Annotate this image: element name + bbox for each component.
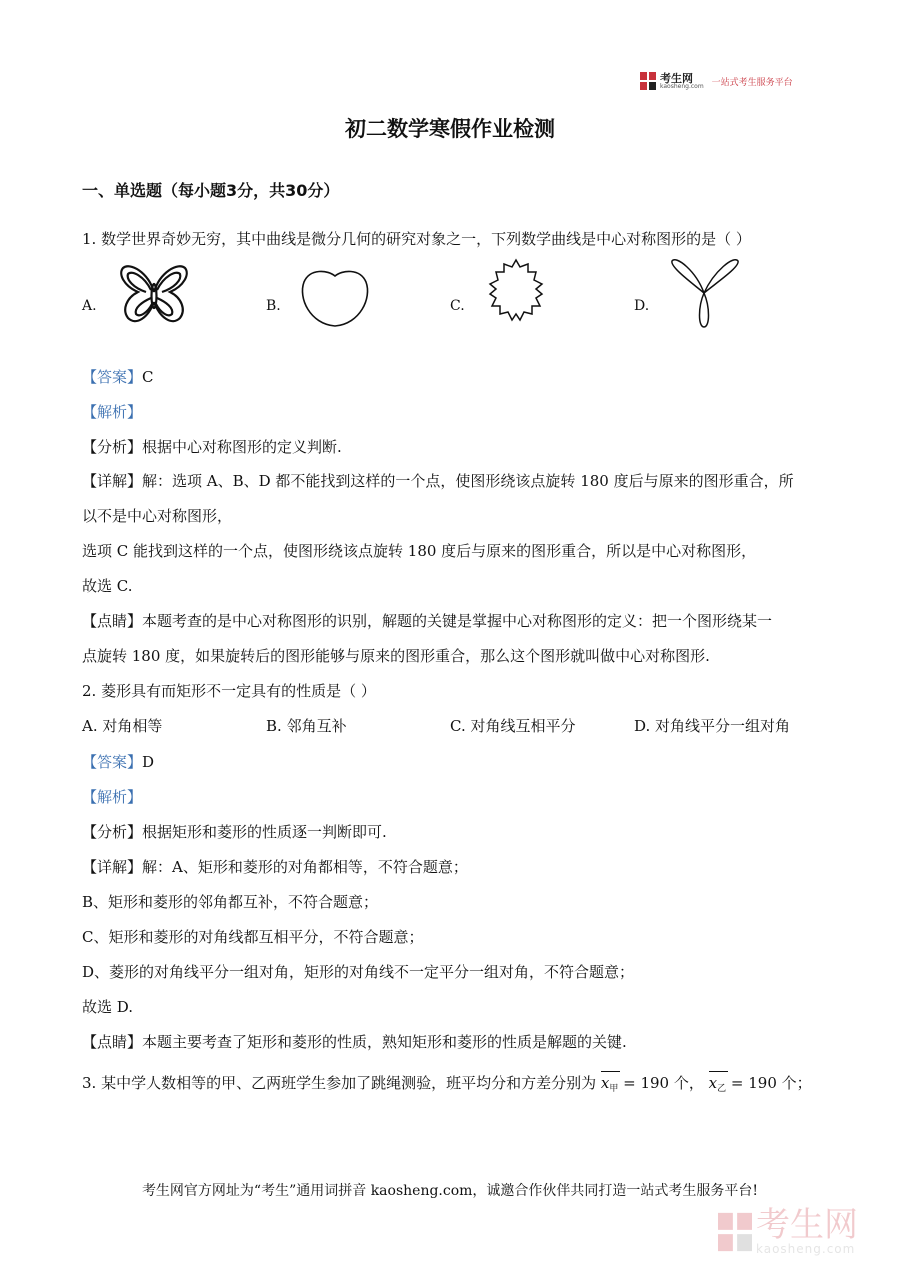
q2-option-c-label: C.	[450, 717, 466, 735]
q1-answer-value: C	[142, 368, 154, 386]
q2-option-b-text: 邻角互补	[286, 717, 347, 735]
q1-option-c-label: C.	[450, 298, 465, 314]
q2-answer-value: D	[142, 753, 155, 771]
q2-fenxi: 【分析】根据矩形和菱形的性质逐一判断即可.	[82, 823, 387, 841]
kaosheng-logo-icon	[640, 72, 656, 90]
q1-option-d-label: D.	[634, 298, 650, 314]
q1-detail-4: 故选 C.	[82, 577, 133, 595]
snowflake-figure	[484, 258, 548, 328]
watermark-url: kaosheng.com	[756, 1242, 856, 1256]
footer-text: 考生网官方网址为“考生”通用词拼音 kaosheng.com，诚邀合作伙伴共同打造一站式考生服务平台!	[141, 1183, 759, 1199]
q3-mean-yi: $x_乙$	[708, 1074, 727, 1094]
q1-detail-1: 【详解】解：选项 A、B、D 都不能找到这样的一个点，使图形绕该点旋转 180 度后与原来的图形重合，所	[82, 472, 794, 490]
q3-mean-yi-value: = 190	[726, 1074, 777, 1092]
q2-option-a-text: 对角相等	[102, 717, 163, 735]
q3-stem-line	[82, 1072, 812, 1094]
q3-unit-2: 个；	[776, 1074, 812, 1092]
q1-comment-2: 点旋转 180 度，如果旋转后的图形能够与原来的图形重合，那么这个图形就叫做中心对称图形.	[82, 647, 710, 665]
section-heading: 一、单选题（每小题3分，共30分）	[82, 181, 340, 200]
q1-analysis-tag: 【解析】	[82, 403, 143, 421]
q3-mean-jia: $x_甲$	[600, 1074, 619, 1094]
q1-stem: 1. 数学世界奇妙无穷，其中曲线是微分几何的研究对象之一，下列数学曲线是中心对称图形的是（ ）	[82, 230, 751, 248]
q2-detail-4: D、菱形的对角线平分一组对角，矩形的对角线不一定平分一组对角，不符合题意；	[82, 963, 635, 981]
q2-option-a-label: A.	[82, 717, 98, 735]
q2-detail-2: B、矩形和菱形的邻角都互补，不符合题意；	[82, 893, 379, 911]
q2-detail-3: C、矩形和菱形的对角线都互相平分，不符合题意；	[82, 928, 424, 946]
logo-slogan: 一站式考生服务平台	[711, 77, 793, 88]
page-title: 初二数学寒假作业检测	[345, 117, 555, 141]
three-leaf-figure	[664, 255, 746, 331]
logo-name: 考生网	[660, 71, 693, 85]
header-logo[interactable]	[640, 72, 793, 90]
q2-answer-tag: 【答案】	[82, 753, 143, 771]
q1-detail-3: 选项 C 能找到这样的一个点，使图形绕该点旋转 180 度后与原来的图形重合，所以是中心对称图形，	[82, 542, 757, 560]
q3-stem: 3. 某中学人数相等的甲、乙两班学生参加了跳绳测验，班平均分和方差分别为	[82, 1074, 597, 1092]
q2-detail-5: 故选 D.	[82, 998, 134, 1016]
q2-option-b-label: B.	[266, 717, 282, 735]
watermark-logo-icon	[718, 1212, 752, 1252]
heart-curve-figure	[300, 268, 370, 330]
logo-url: kaosheng.com	[660, 82, 704, 90]
q2-stem: 2. 菱形具有而矩形不一定具有的性质是（ ）	[82, 682, 376, 700]
q1-option-a-label: A.	[82, 298, 97, 314]
q2-option-a	[82, 715, 162, 736]
q2-detail-1: 【详解】解：A、矩形和菱形的对角都相等，不符合题意；	[82, 858, 468, 876]
q2-option-d	[634, 715, 790, 736]
watermark-logo	[718, 1205, 858, 1256]
q1-answer-tag: 【答案】	[82, 368, 143, 386]
q2-option-d-label: D.	[634, 717, 651, 735]
q2-option-b	[266, 715, 347, 736]
butterfly-figure	[118, 262, 190, 328]
q2-analysis-tag: 【解析】	[82, 788, 143, 806]
q1-comment-1: 【点睛】本题考查的是中心对称图形的识别，解题的关键是掌握中心对称图形的定义：把一个图形绕某一	[82, 612, 773, 630]
q2-comment-1: 【点睛】本题主要考查了矩形和菱形的性质，熟知矩形和菱形的性质是解题的关键.	[82, 1033, 627, 1051]
watermark-name: 考生网	[756, 1205, 858, 1245]
q3-mean-jia-value: = 190	[618, 1074, 670, 1092]
q2-option-c-text: 对角线互相平分	[470, 717, 576, 735]
q3-unit-1: 个，	[669, 1074, 704, 1092]
q1-detail-2: 以不是中心对称图形，	[82, 507, 233, 525]
q2-option-d-text: 对角线平分一组对角	[655, 717, 791, 735]
q1-option-b-label: B.	[266, 298, 281, 314]
q2-option-c	[450, 715, 576, 736]
q1-fenxi: 【分析】根据中心对称图形的定义判断.	[82, 438, 342, 456]
